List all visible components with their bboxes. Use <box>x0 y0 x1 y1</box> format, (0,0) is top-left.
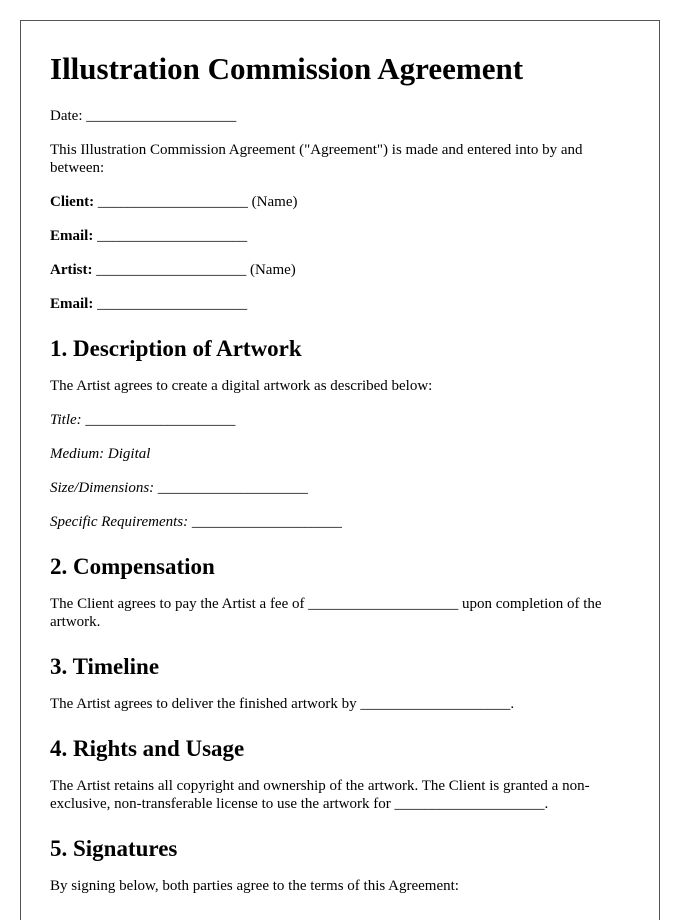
artist-field <box>50 261 630 279</box>
client-suffix: (Name) <box>251 194 298 210</box>
intro-paragraph: This Illustration Commission Agreement ("Agreement") is made and entered into by and between: <box>50 142 583 176</box>
client-field <box>50 193 630 211</box>
artwork-title-field <box>50 411 630 429</box>
artwork-size-label: Size/Dimensions: <box>50 480 155 496</box>
section-timeline-heading: 3. Timeline <box>50 654 160 679</box>
artist-email-field <box>50 295 630 313</box>
section-compensation-heading: 2. Compensation <box>50 554 215 579</box>
artist-label: Artist: <box>50 262 93 278</box>
compensation-text <box>50 595 630 631</box>
date-field <box>50 107 630 125</box>
rights-text <box>50 777 630 813</box>
artist-blank[interactable]: ____________________ <box>96 262 247 278</box>
client-email-field <box>50 227 630 245</box>
artwork-medium-text: Medium: Digital <box>50 446 151 462</box>
section-rights-heading: 4. Rights and Usage <box>50 736 245 761</box>
artwork-title-blank[interactable]: ____________________ <box>85 412 236 428</box>
compensation-text-before: The Client agrees to pay the Artist a fee of <box>50 596 305 612</box>
artwork-requirements-blank[interactable]: ____________________ <box>191 514 342 530</box>
artwork-requirements-field <box>50 513 630 531</box>
timeline-text-after: . <box>510 696 515 712</box>
artist-email-label: Email: <box>50 296 94 312</box>
rights-text-before: The Artist retains all copyright and ownership of the artwork. The Client is granted a non-exclusive, non-transferable license to use the artwork for <box>50 778 590 812</box>
artist-suffix: (Name) <box>249 262 296 278</box>
agreement-page <box>20 20 660 920</box>
artwork-size-field <box>50 479 630 497</box>
timeline-text <box>50 695 630 713</box>
rights-text-after: . <box>544 796 549 812</box>
artist-email-blank[interactable]: ____________________ <box>97 296 248 312</box>
artwork-requirements-label: Specific Requirements: <box>50 514 189 530</box>
timeline-text-before: The Artist agrees to deliver the finished artwork by <box>50 696 357 712</box>
description-text: The Artist agrees to create a digital artwork as described below: <box>50 378 433 394</box>
section-description-heading: 1. Description of Artwork <box>50 336 302 361</box>
client-blank[interactable]: ____________________ <box>97 194 248 210</box>
signatures-text: By signing below, both parties agree to the terms of this Agreement: <box>50 878 459 894</box>
client-email-label: Email: <box>50 228 94 244</box>
compensation-text-after: upon completion of the artwork. <box>50 596 602 630</box>
artwork-title-label: Title: <box>50 412 82 428</box>
timeline-date-blank[interactable]: ____________________ <box>360 696 511 712</box>
document-title: Illustration Commission Agreement <box>50 51 524 86</box>
compensation-fee-blank[interactable]: ____________________ <box>308 596 459 612</box>
date-label: Date: <box>50 108 83 124</box>
rights-usage-blank[interactable]: ____________________ <box>394 796 545 812</box>
section-signatures-heading: 5. Signatures <box>50 836 178 861</box>
client-email-blank[interactable]: ____________________ <box>97 228 248 244</box>
date-blank[interactable]: ____________________ <box>86 108 237 124</box>
agreement-content <box>21 21 659 895</box>
artwork-size-blank[interactable]: ____________________ <box>157 480 308 496</box>
artwork-medium-field <box>50 445 630 463</box>
client-label: Client: <box>50 194 95 210</box>
